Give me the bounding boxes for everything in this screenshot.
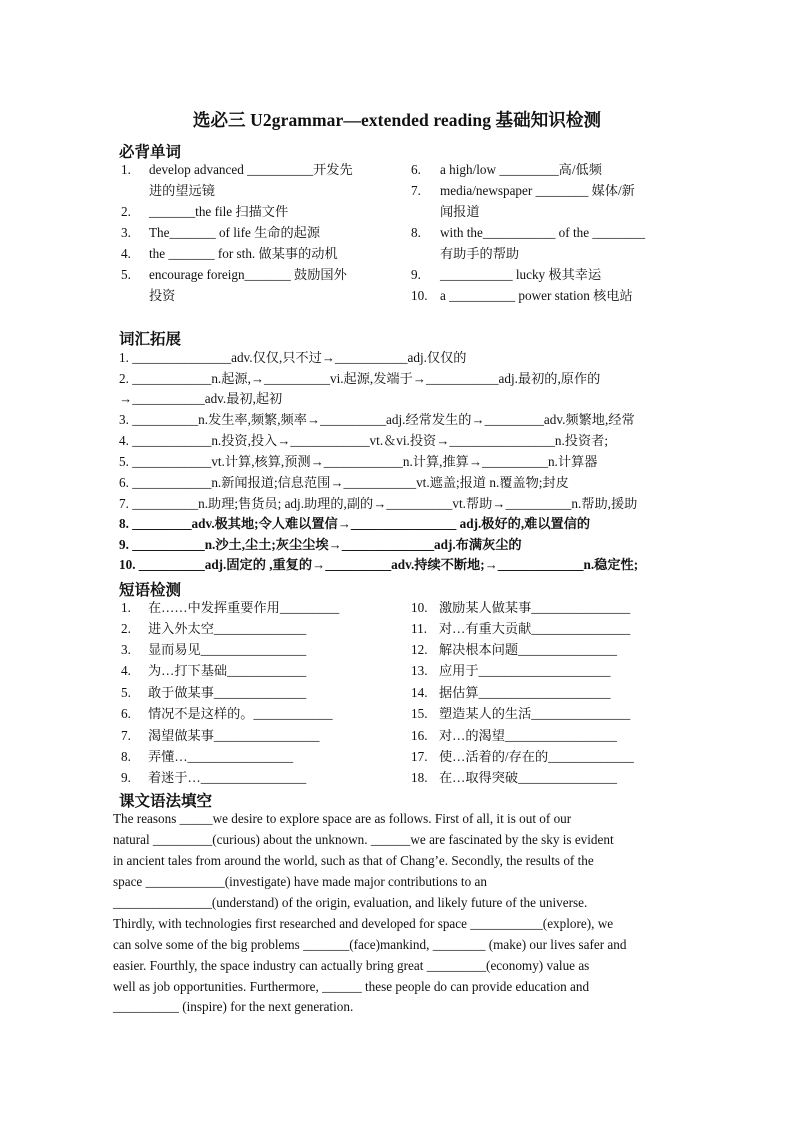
vocab-item-continued: 有助手的帮助 [440,246,520,261]
phrase-number: 10. [411,600,428,615]
phrase-item: 使…活着的/存在的_____________ [439,749,634,764]
vocab-number: 3. [121,225,131,240]
phrase-item: 为…打下基础____________ [148,663,307,678]
vocab-number: 2. [121,204,131,219]
vocab-number: 9. [411,267,421,282]
vocab-item: a high/low _________高/低频 [440,162,602,177]
cloze-line: __________ (inspire) for the next generation. [113,999,354,1014]
phrase-item: 弄懂…________________ [148,749,294,764]
vocab-item: a __________ power station 核电站 [440,288,633,303]
phrase-number: 16. [411,728,428,743]
phrase-number: 8. [121,749,131,764]
vocab-number: 10. [411,288,428,303]
vocab-item: develop advanced __________开发先 [149,162,353,177]
expansion-item: 1. _______________adv.仅仅,只不过→___________adj.仅仅的 [119,350,467,365]
vocab-item: ___________ lucky 极其幸运 [440,267,602,282]
vocab-item: _______the file 扫描文件 [149,204,289,219]
expansion-item: 4. ____________n.投资,投入→____________vt.＆vi.投资→________________n.投资者; [119,433,609,448]
expansion-item: 8. _________adv.极其地;令人难以置信→________________ adj.极好的,难以置信的 [119,516,591,531]
cloze-line: in ancient tales from around the world, such as that of Chang’e. Secondly, the results of the [113,853,594,868]
cloze-line: _______________(understand) of the origin, evaluation, and likely future of the universe. [113,895,588,910]
vocab-number: 4. [121,246,131,261]
phrase-item: 据估算____________________ [439,685,611,700]
page-title: 选必三 U2grammar—extended reading 基础知识检测 [192,110,602,130]
phrase-item: 渴望做某事________________ [148,728,320,743]
expansion-item: 5. ____________vt.计算,核算,预测→____________n.计算,推算→__________n.计算器 [119,454,598,469]
expansion-item: 7. __________n.助理;售货员; adj.助理的,副的→__________vt.帮助→__________n.帮助,援助 [119,496,638,511]
phrase-number: 6. [121,706,131,721]
phrase-item: 显而易见________________ [148,642,307,657]
phrase-number: 7. [121,728,131,743]
cloze-line: The reasons _____we desire to explore space are as follows. First of all, it is out of our [113,811,572,826]
phrase-number: 1. [121,600,131,615]
phrase-number: 2. [121,621,131,636]
section-heading-cloze: 课文语法填空 [119,793,213,810]
phrase-number: 18. [411,770,428,785]
phrase-item: 着迷于…________________ [148,770,307,785]
section-heading-expansion: 词汇拓展 [119,331,182,348]
cloze-line: Thirdly, with technologies first researched and developed for space ___________(explore), we [113,916,614,931]
phrase-number: 13. [411,663,428,678]
section-heading-phrases: 短语检测 [119,582,182,599]
phrase-item: 在……中发挥重要作用_________ [148,600,340,615]
phrase-item: 进入外太空______________ [148,621,307,636]
vocab-item: the _______ for sth. 做某事的动机 [149,246,338,261]
expansion-item: 10. __________adj.固定的 ,重复的→__________adv.持续不断地;→_____________n.稳定性; [119,557,639,572]
vocab-item: encourage foreign_______ 鼓励国外 [149,267,347,282]
cloze-line: space ____________(investigate) have made major contributions to an [113,874,487,889]
phrase-number: 14. [411,685,428,700]
vocab-number: 7. [411,183,421,198]
expansion-item-continued: →___________adv.最初,起初 [119,391,283,406]
vocab-number: 5. [121,267,131,282]
vocab-item: with the___________ of the ________ [440,225,646,240]
vocab-item: The_______ of life 生命的起源 [149,225,321,240]
cloze-line: can solve some of the big problems _______(face)mankind, ________ (make) our lives safer and [113,937,627,952]
cloze-line: well as job opportunities. Furthermore, ______ these people do can provide education and [113,979,590,994]
expansion-item: 9. ___________n.沙土,尘土;灰尘尘埃→______________adj.布满灰尘的 [119,537,522,552]
phrase-number: 3. [121,642,131,657]
expansion-item: 2. ____________n.起源,→__________vi.起源,发端于→___________adj.最初的,原作的 [119,371,601,386]
vocab-number: 1. [121,162,131,177]
phrase-number: 15. [411,706,428,721]
phrase-number: 12. [411,642,428,657]
vocab-item-continued: 投资 [149,288,176,303]
phrase-item: 敢于做某事______________ [148,685,307,700]
phrase-number: 17. [411,749,428,764]
expansion-item: 6. ____________n.新闻报道;信息范围→___________vt.遮盖;报道 n.覆盖物;封皮 [119,475,569,490]
phrase-number: 4. [121,663,131,678]
phrase-number: 9. [121,770,131,785]
section-heading-words: 必背单词 [119,144,182,161]
cloze-line: easier. Fourthly, the space industry can actually bring great _________(economy) value as [113,958,590,973]
vocab-item: media/newspaper ________ 媒体/新 [440,183,635,198]
cloze-line: natural _________(curious) about the unknown. ______we are fascinated by the sky is evident [113,832,614,847]
vocab-number: 8. [411,225,421,240]
phrase-number: 11. [411,621,427,636]
expansion-item: 3. __________n.发生率,频繁,频率→__________adj.经常发生的→_________adv.频繁地,经常 [119,412,635,427]
phrase-item: 对…有重大贡献_______________ [439,621,631,636]
phrase-item: 解决根本问题_______________ [439,642,618,657]
phrase-item: 应用于____________________ [439,663,611,678]
phrase-item: 在…取得突破_______________ [439,770,618,785]
phrase-item: 激励某人做某事_______________ [439,600,631,615]
phrase-item: 情况不是这样的。____________ [148,706,333,721]
phrase-number: 5. [121,685,131,700]
phrase-item: 塑造某人的生活_______________ [439,706,631,721]
vocab-number: 6. [411,162,421,177]
phrase-item: 对…的渴望_________________ [439,728,618,743]
vocab-item-continued: 闻报道 [440,204,480,219]
vocab-item-continued: 进的望远镜 [149,183,215,198]
